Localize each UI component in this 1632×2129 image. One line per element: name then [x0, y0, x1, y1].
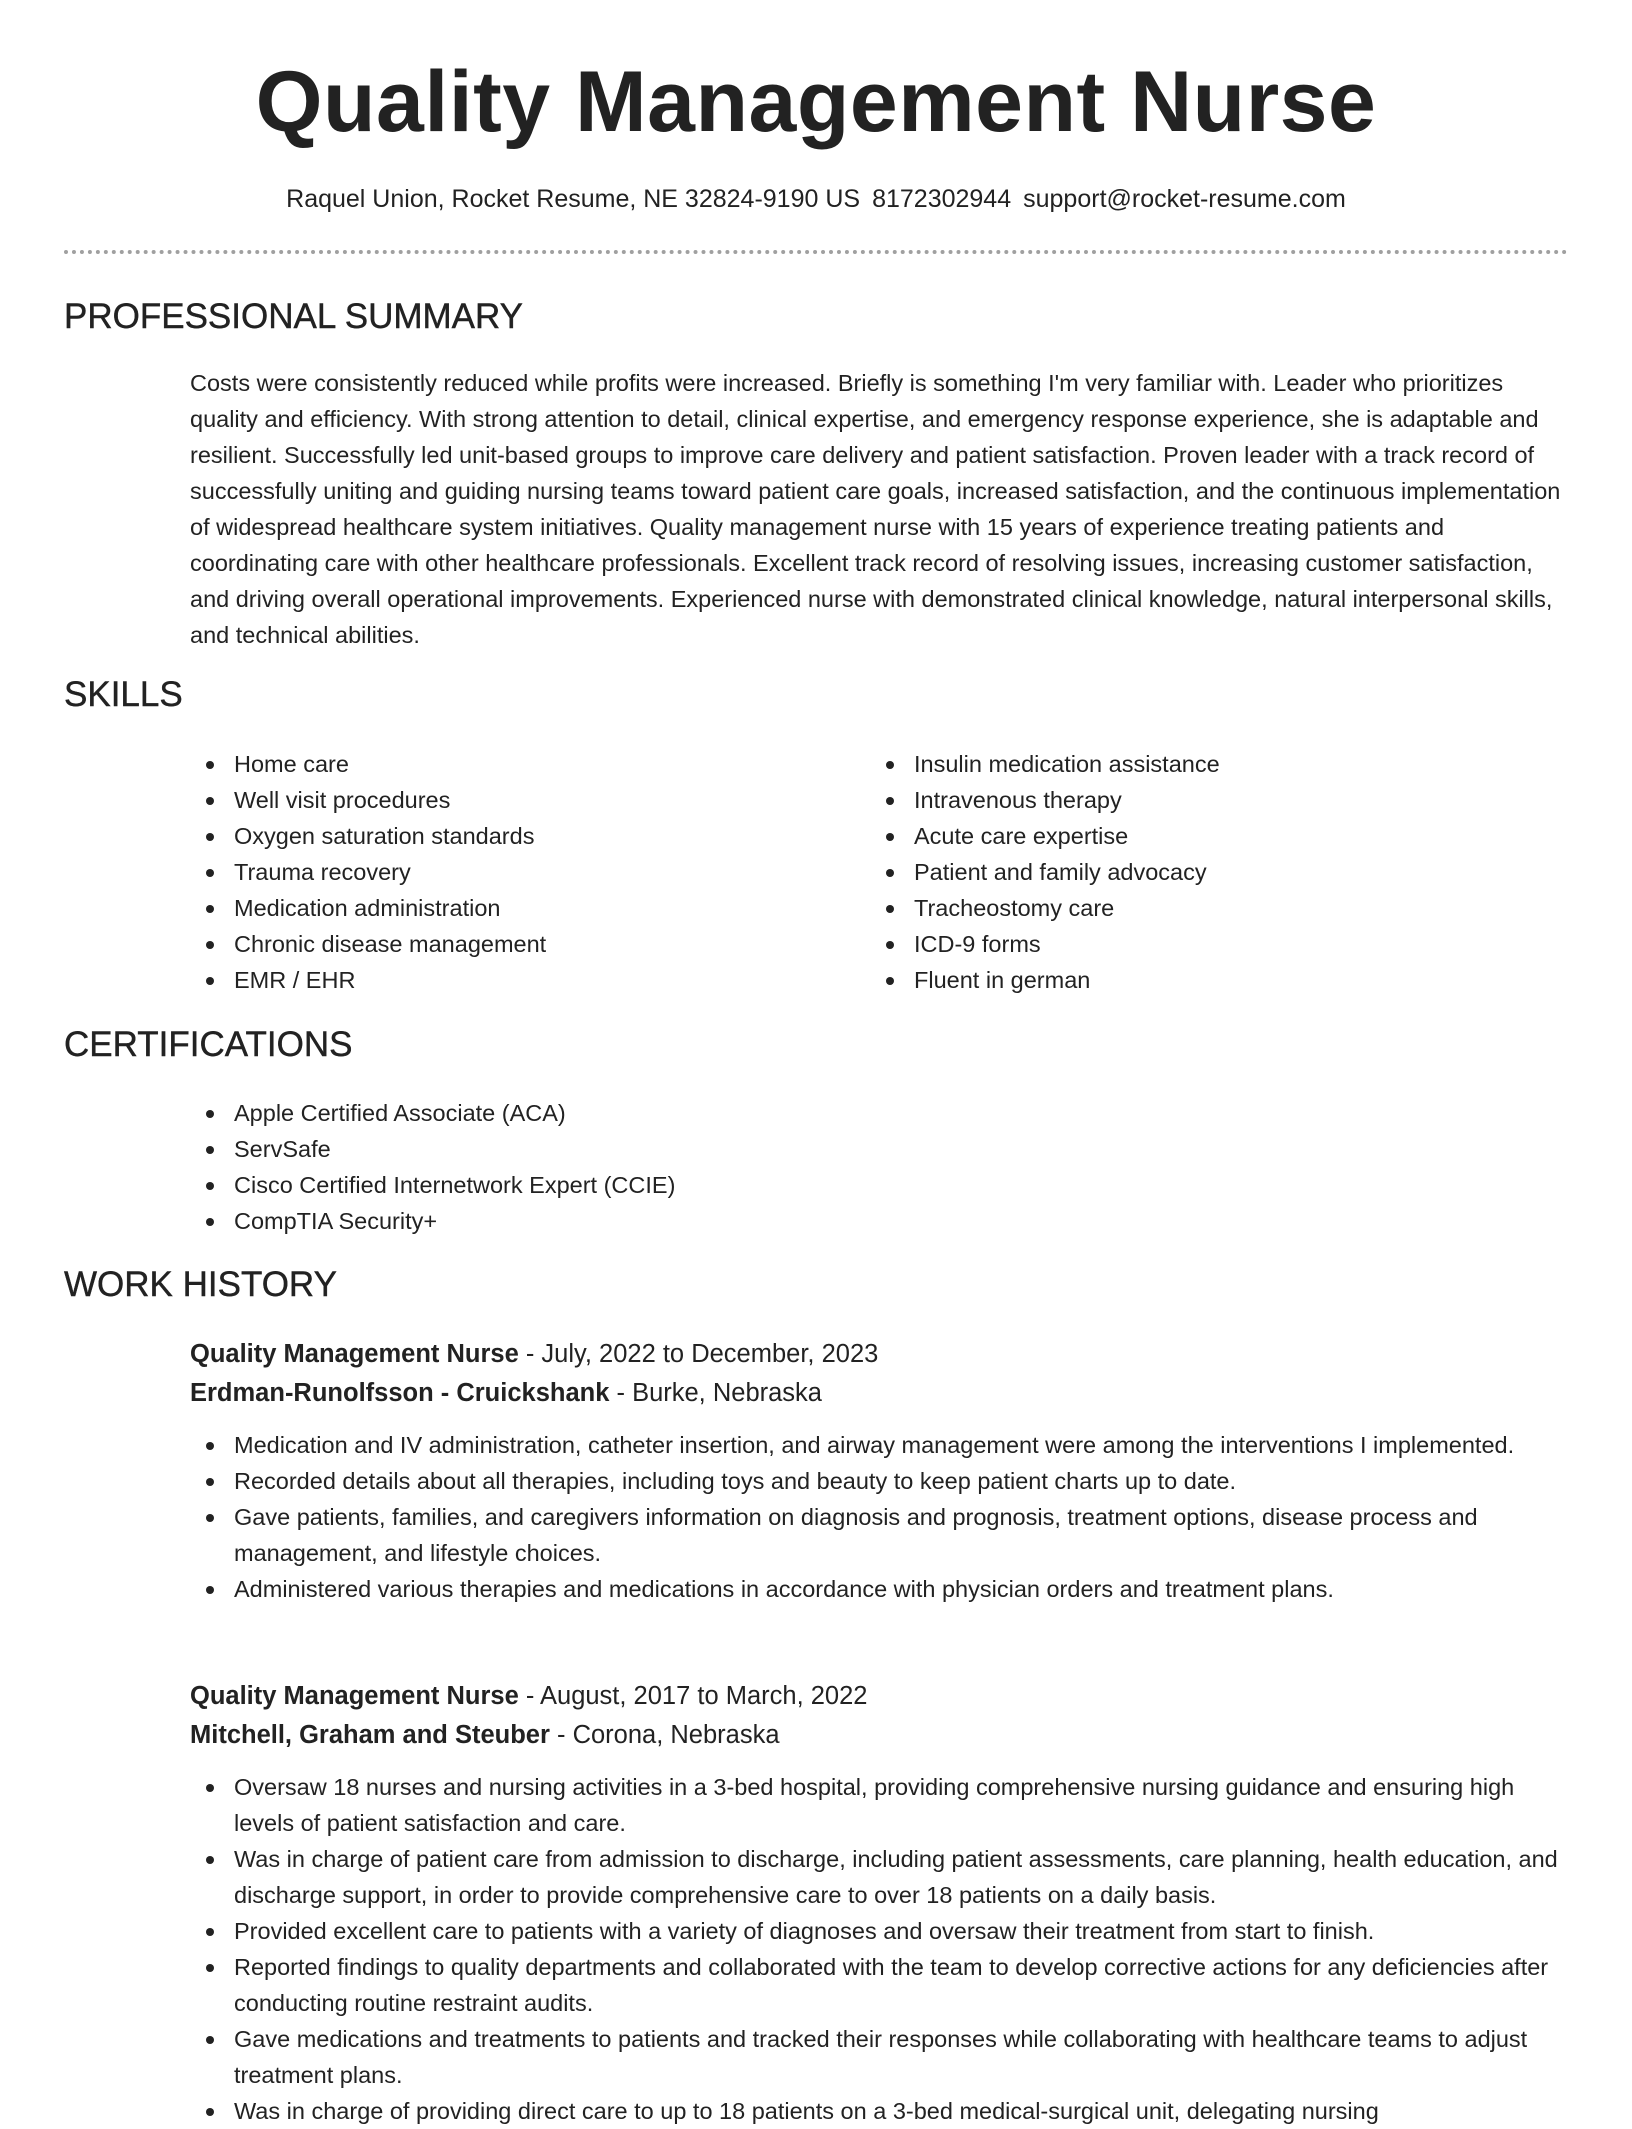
resume-name-heading: Quality Management Nurse [255, 54, 1377, 150]
job-bullet: Gave patients, families, and caregivers information on diagnosis and prognosis, treatment options, disease process and management, and lifestyle choices. [190, 1499, 1568, 1571]
skill-item: ICD-9 forms [870, 926, 1510, 962]
certification-item: Cisco Certified Internetwork Expert (CCIE) [190, 1167, 1490, 1203]
job-location: - Burke, Nebraska [609, 1379, 822, 1407]
job-bullet: Reported findings to quality departments and collaborated with the team to develop corrective actions for any deficiencies after conducting routine restraint audits. [190, 1949, 1568, 2021]
contact-address: Raquel Union, Rocket Resume, NE 32824-9190 US [286, 185, 861, 213]
skills-list-left [190, 746, 830, 998]
skill-item: EMR / EHR [190, 962, 830, 998]
section-title-skills: SKILLS [64, 675, 183, 714]
job-bullet: Recorded details about all therapies, including toys and beauty to keep patient charts up to date. [190, 1463, 1568, 1499]
skill-item: Acute care expertise [870, 818, 1510, 854]
section-title-certifications: CERTIFICATIONS [64, 1025, 353, 1064]
certifications-list [190, 1095, 1490, 1239]
skill-item: Oxygen saturation standards [190, 818, 830, 854]
skill-item: Medication administration [190, 890, 830, 926]
job-bullet: Gave medications and treatments to patients and tracked their responses while collaborating with healthcare teams to adjust treatment plans. [190, 2021, 1568, 2093]
job-dates: - August, 2017 to March, 2022 [518, 1682, 868, 1710]
skill-item: Insulin medication assistance [870, 746, 1510, 782]
job-location: - Corona, Nebraska [549, 1721, 780, 1749]
skill-item: Home care [190, 746, 830, 782]
skill-item: Well visit procedures [190, 782, 830, 818]
job-bullet: Medication and IV administration, catheter insertion, and airway management were among the interventions I implemented. [190, 1427, 1568, 1463]
job-company: Mitchell, Graham and Steuber [190, 1721, 550, 1749]
job-title-line [190, 1335, 1568, 1374]
job-bullet: Administered various therapies and medications in accordance with physician orders and treatment plans. [190, 1571, 1568, 1607]
skill-item: Patient and family advocacy [870, 854, 1510, 890]
job-company: Erdman-Runolfsson - Cruickshank [190, 1379, 610, 1407]
certification-item: Apple Certified Associate (ACA) [190, 1095, 1490, 1131]
job-bullet: Was in charge of patient care from admission to discharge, including patient assessments, care planning, health education, and discharge support, in order to provide comprehensive care to over 18 patients on a daily basis. [190, 1841, 1568, 1913]
job-entry [190, 1677, 1568, 2129]
job-title: Quality Management Nurse [190, 1340, 519, 1368]
skill-item: Chronic disease management [190, 926, 830, 962]
section-title-work-history: WORK HISTORY [64, 1265, 337, 1304]
job-dates: - July, 2022 to December, 2023 [518, 1340, 879, 1368]
contact-email[interactable]: support@rocket-resume.com [1023, 185, 1346, 213]
skills-list-right [870, 746, 1510, 998]
skill-item: Tracheostomy care [870, 890, 1510, 926]
job-bullet: Provided excellent care to patients with a variety of diagnoses and oversaw their treatment from start to finish. [190, 1913, 1568, 1949]
job-bullet-list [190, 1427, 1568, 1607]
certification-item: ServSafe [190, 1131, 1490, 1167]
job-title-line [190, 1677, 1568, 1716]
job-bullet-list [190, 1769, 1568, 2129]
job-entry [190, 1335, 1568, 1607]
skill-item: Fluent in german [870, 962, 1510, 998]
contact-phone: 8172302944 [872, 185, 1012, 213]
job-company-line [190, 1716, 1568, 1755]
job-bullet: Was in charge of providing direct care to up to 18 patients on a 3-bed medical-surgical unit, delegating nursing [190, 2093, 1568, 2129]
job-title: Quality Management Nurse [190, 1682, 519, 1710]
skill-item: Trauma recovery [190, 854, 830, 890]
certification-item: CompTIA Security+ [190, 1203, 1490, 1239]
job-company-line [190, 1374, 1568, 1413]
contact-line [64, 181, 1568, 217]
section-title-summary: PROFESSIONAL SUMMARY [64, 297, 523, 336]
skill-item: Intravenous therapy [870, 782, 1510, 818]
job-bullet: Oversaw 18 nurses and nursing activities in a 3-bed hospital, providing comprehensive nursing guidance and ensuring high levels of patient satisfaction and care. [190, 1769, 1568, 1841]
header-divider [64, 250, 1568, 254]
summary-text: Costs were consistently reduced while profits were increased. Briefly is something I'm very familiar with. Leader who prioritizes quality and efficiency. With strong attention to detail, clinical expertise, and emergency response experience, she is adaptable and resilient. Successfully led unit-based groups to improve care delivery and patient satisfaction. Proven leader with a track record of successfully uniting and guiding nursing teams toward patient care goals, increased satisfaction, and the continuous implementation of widespread healthcare system initiatives. Quality management nurse with 15 years of experience treating patients and coordinating care with other healthcare professionals. Excellent track record of resolving issues, increasing customer satisfaction, and driving overall operational improvements. Experienced nurse with demonstrated clinical knowledge, natural interpersonal skills, and technical abilities. [190, 370, 1561, 648]
